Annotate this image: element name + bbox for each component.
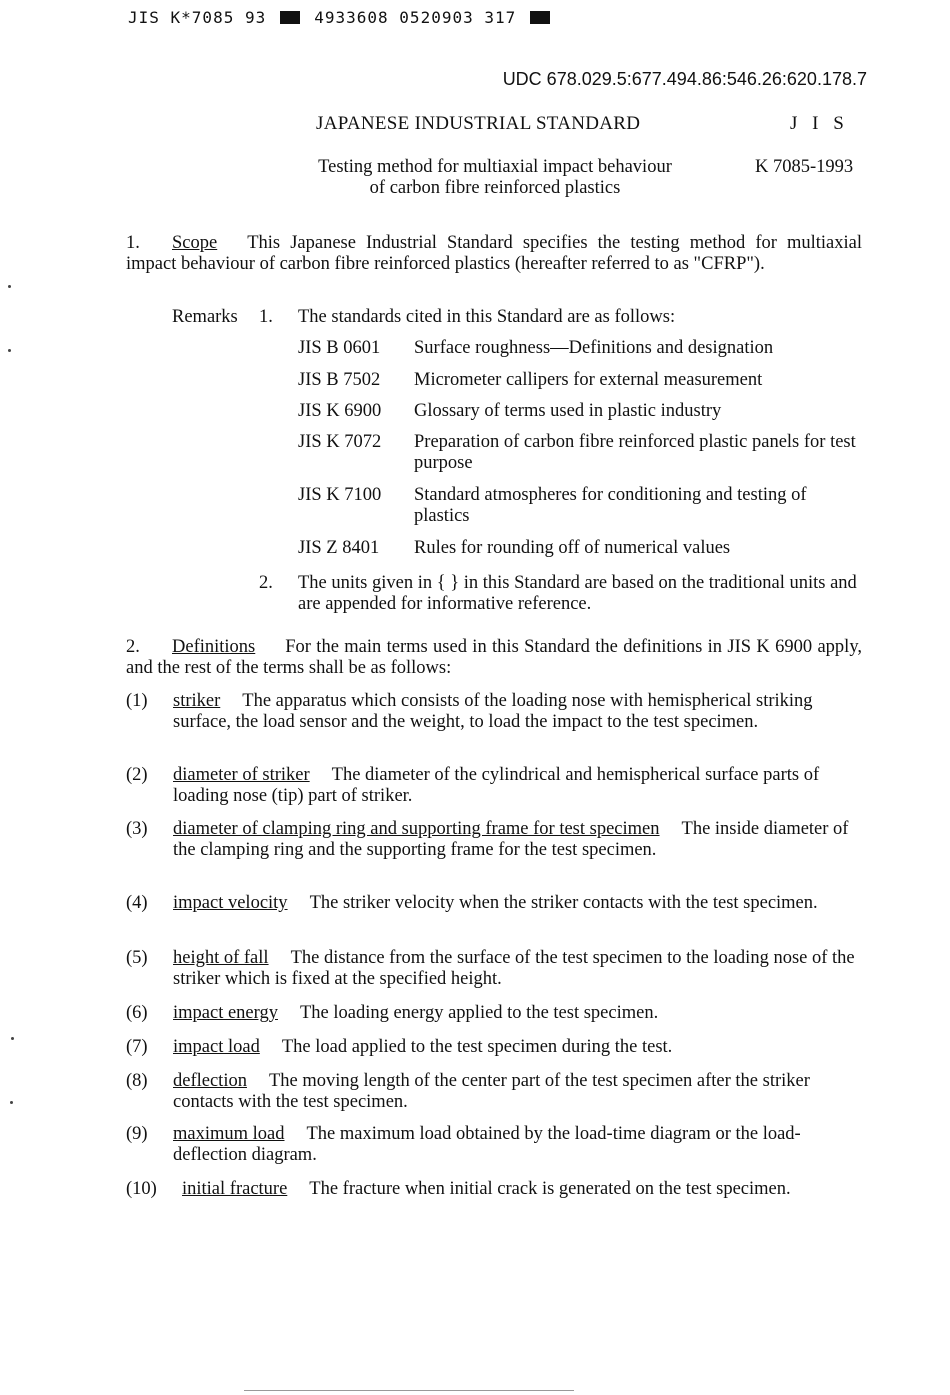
definition-text: The load applied to the test specimen during the test. xyxy=(281,1037,673,1057)
remark-text: The units given in { } in this Standard are based on the traditional units and are appended for informative reference. xyxy=(298,573,857,614)
section-number: 1. xyxy=(126,233,140,253)
cited-standard xyxy=(298,370,858,391)
standard-code: JIS K 7100 xyxy=(298,485,382,505)
definition-item xyxy=(126,1071,862,1112)
definition-term: diameter of clamping ring and supporting frame for test specimen xyxy=(173,819,660,839)
cited-standard xyxy=(298,538,858,559)
definition-term: initial fracture xyxy=(182,1179,288,1199)
definition-number: (2) xyxy=(126,765,148,785)
definition-text: The moving length of the center part of the test specimen after the striker contacts with the test specimen. xyxy=(173,1071,810,1112)
definition-term: diameter of striker xyxy=(173,765,310,785)
scan-speck xyxy=(8,349,11,352)
footer-rule xyxy=(244,1390,574,1391)
definition-text: The apparatus which consists of the loading nose with hemispherical striking surface, the load sensor and the weight, to load the impact to the test specimen. xyxy=(173,691,813,732)
definition-term: deflection xyxy=(173,1071,247,1091)
definition-number: (1) xyxy=(126,691,148,711)
definition-text: The maximum load obtained by the load-time diagram or the load-deflection diagram. xyxy=(173,1124,801,1165)
definition-text: The diameter of the cylindrical and hemispherical surface parts of loading nose (tip) part of striker. xyxy=(173,765,820,806)
cited-standard xyxy=(298,401,858,422)
standard-name: Micrometer callipers for external measurement xyxy=(414,370,763,390)
header-code-part1: JIS K*7085 93 xyxy=(128,8,267,27)
definition-text: The distance from the surface of the test specimen to the loading nose of the striker which is fixed at the specified height. xyxy=(173,948,855,989)
definition-number: (5) xyxy=(126,948,148,968)
section-heading: Scope xyxy=(172,233,218,253)
cited-standard xyxy=(298,432,858,474)
definition-term: impact energy xyxy=(173,1003,278,1023)
definition-text: The inside diameter of the clamping ring and the supporting frame for the test specimen. xyxy=(173,819,849,860)
standard-title: JAPANESE INDUSTRIAL STANDARD xyxy=(316,113,641,134)
definition-term: impact load xyxy=(173,1037,260,1057)
section-heading: Definitions xyxy=(172,637,256,657)
standard-name: Glossary of terms used in plastic industry xyxy=(414,401,722,421)
header-barcode-line xyxy=(128,8,550,27)
definition-number: (6) xyxy=(126,1003,148,1023)
standard-code: JIS B 0601 xyxy=(298,338,381,358)
definition-item xyxy=(126,819,862,860)
document-title xyxy=(250,157,740,199)
definition-item xyxy=(126,1124,862,1165)
definition-term: maximum load xyxy=(173,1124,285,1144)
section-text: This Japanese Industrial Standard specifies the testing method for multiaxial impact behaviour of carbon fibre reinforced plastics (hereafter referred to as "CFRP"). xyxy=(126,233,862,274)
udc-code: UDC 678.029.5:677.494.86:546.26:620.178.7 xyxy=(502,69,867,89)
document-title-line2: of carbon fibre reinforced plastics xyxy=(369,178,621,198)
standard-name: Surface roughness—Definitions and designation xyxy=(414,338,774,358)
standard-code: JIS K 6900 xyxy=(298,401,382,421)
cited-standard xyxy=(298,485,858,527)
remarks-label: Remarks xyxy=(172,307,238,327)
definition-item xyxy=(126,1037,862,1058)
standard-code: JIS Z 8401 xyxy=(298,538,380,558)
standard-name: Preparation of carbon fibre reinforced plastic panels for test purpose xyxy=(414,432,856,473)
section-number: 2. xyxy=(126,637,140,657)
definition-number: (9) xyxy=(126,1124,148,1144)
jis-mark: J I S xyxy=(790,113,849,134)
remark-text: The standards cited in this Standard are as follows: xyxy=(298,307,676,327)
definition-item xyxy=(126,893,862,914)
document-number: K 7085-1993 xyxy=(755,157,854,177)
definition-item xyxy=(126,948,862,989)
black-block-mark xyxy=(530,11,550,24)
definition-number: (4) xyxy=(126,893,148,913)
definition-term: impact velocity xyxy=(173,893,288,913)
standard-name: Standard atmospheres for conditioning and testing of plastics xyxy=(414,485,807,526)
standard-name: Rules for rounding off of numerical values xyxy=(414,538,731,558)
remark-number: 2. xyxy=(259,573,273,593)
definition-number: (8) xyxy=(126,1071,148,1091)
definitions-section xyxy=(126,637,862,678)
remark-number: 1. xyxy=(259,307,273,327)
definition-item xyxy=(126,691,862,732)
section-text: For the main terms used in this Standard the definitions in JIS K 6900 apply, and the rest of the terms shall be as follows: xyxy=(126,637,862,678)
definition-term: striker xyxy=(173,691,221,711)
document-title-line1: Testing method for multiaxial impact behaviour xyxy=(318,157,672,177)
header-code-part2: 4933608 0520903 317 xyxy=(314,8,517,27)
definition-number: (3) xyxy=(126,819,148,839)
scan-speck xyxy=(10,1101,13,1104)
definition-text: The fracture when initial crack is generated on the test specimen. xyxy=(309,1179,791,1199)
standard-code: JIS B 7502 xyxy=(298,370,381,390)
scan-speck xyxy=(8,285,11,288)
standard-code: JIS K 7072 xyxy=(298,432,382,452)
black-block-mark xyxy=(280,11,300,24)
scope-section xyxy=(126,233,862,274)
definition-text: The striker velocity when the striker contacts with the test specimen. xyxy=(309,893,818,913)
definition-item xyxy=(126,1179,862,1200)
definition-number: (7) xyxy=(126,1037,148,1057)
cited-standard xyxy=(298,338,858,359)
definition-number: (10) xyxy=(126,1179,157,1199)
definition-term: height of fall xyxy=(173,948,269,968)
definition-text: The loading energy applied to the test specimen. xyxy=(299,1003,659,1023)
scan-speck xyxy=(11,1037,14,1040)
definition-item xyxy=(126,1003,862,1024)
definition-item xyxy=(126,765,862,806)
